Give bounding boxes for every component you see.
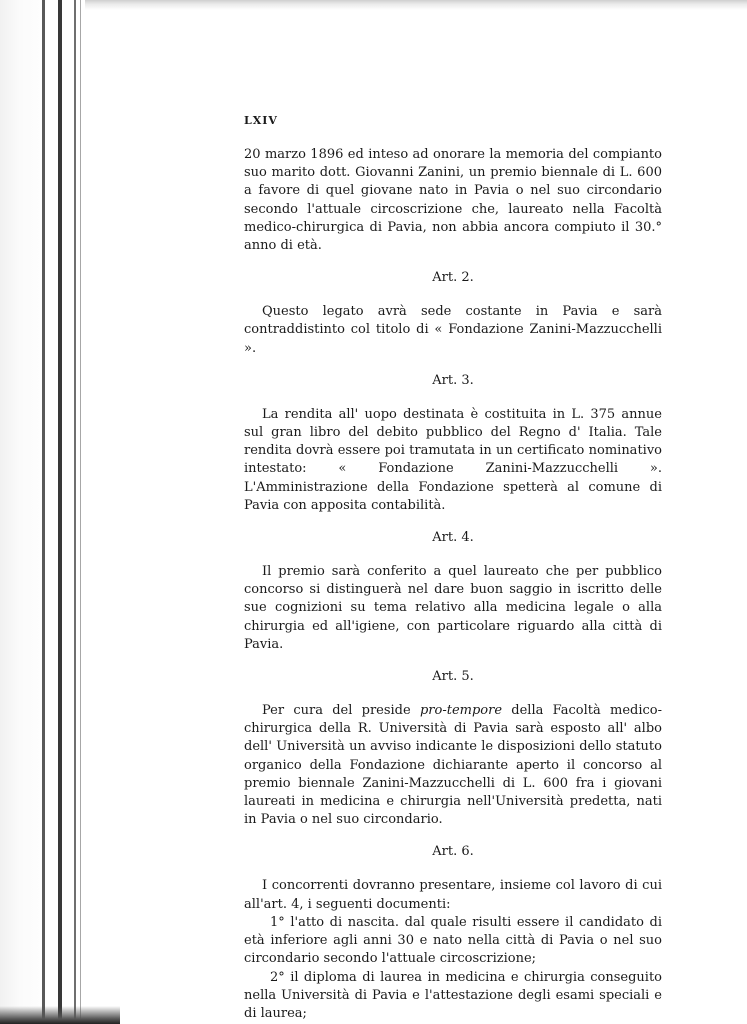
article-5-text-start: Per cura del preside [262, 703, 420, 719]
article-2-text: Questo legato avrà sede costante in Pavia e sarà contraddistinto col titolo di « Fondazione Zanini-Mazzucchelli ». [244, 304, 662, 356]
article-5-italic-term: pro-tempore [419, 703, 503, 719]
binding-line [80, 0, 81, 1024]
article-5-text [244, 702, 662, 829]
binding-line [74, 0, 76, 1024]
document-item-2: 2° il diploma di laurea in medicina e chirurgia conseguito nella Università di Pavia e l'attestazione degli esami speciali e di laurea; [244, 969, 662, 1021]
article-4-text: Il premio sarà conferito a quel laureato che per pubblico concorso si distinguerà nel dare buon saggio in iscritto delle sue cognizioni su tema relativo alla medicina legale o alla chirurgia ed all'igiene, con particolare riguardo alla città di Pavia. [244, 564, 662, 652]
page-body [244, 146, 662, 1023]
article-4-heading: Art. 4. [432, 530, 474, 546]
article-6-heading: Art. 6. [432, 844, 474, 860]
article-3-heading: Art. 3. [432, 372, 474, 388]
article-2-heading: Art. 2. [432, 270, 474, 286]
binding-line [42, 0, 45, 1024]
intro-paragraph: 20 marzo 1896 ed inteso ad onorare la memoria del compianto suo marito dott. Giovanni Zanini, un premio biennale di L. 600 a favore di quel giovane nato in Pavia o nel suo circondario secondo l'attuale circoscrizione che, laureato nella Facoltà medico-chirurgica di Pavia, non abbia ancora compiuto il 30.° anno di età. [244, 147, 662, 254]
page-number: LXIV [244, 114, 278, 127]
binding-shadow [0, 1006, 120, 1024]
page-top-edge [85, 0, 747, 10]
document-item-1: 1° l'atto di nascita. dal quale risulti essere il candidato di età inferiore agli anni 30 e nato nella città di Pavia o nel suo circondario secondo l'attuale circoscrizione; [244, 914, 662, 967]
binding-line [58, 0, 62, 1024]
article-5-text-end: della Facoltà medico-chirurgica della R. Università di Pavia sarà esposto all' albo dell' Università un avviso indicante le disposizioni dello statuto organico della Fondazione dichiarante aperto il concorso al premio biennale Zanini-Mazzucchelli di L. 600 fra i giovani laureati in medicina e chirurgia nell'Università predetta, nati in Pavia o nel suo circondario. [244, 703, 663, 828]
article-6-text: I concorrenti dovranno presentare, insieme col lavoro di cui all'art. 4, i seguenti documenti: [244, 878, 662, 912]
book-binding-gutter [0, 0, 85, 1024]
article-5-heading: Art. 5. [432, 669, 474, 685]
article-3-text: La rendita all' uopo destinata è costituita in L. 375 annue sul gran libro del debito pubblico del Regno d' Italia. Tale rendita dovrà essere poi tramutata in un certificato nominativo intestato: « Fondazione Zanini-Mazzucchelli ». L'Amministrazione della Fondazione spetterà al comune di Pavia con apposita contabilità. [244, 406, 662, 513]
